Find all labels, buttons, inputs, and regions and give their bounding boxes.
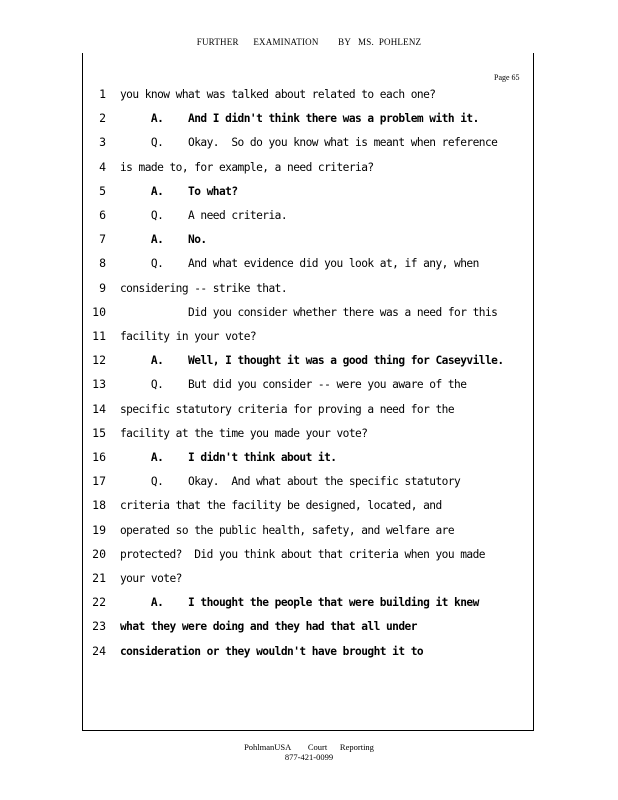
transcript-line: you know what was talked about related to each one? [120,88,436,101]
line-number: 14 [92,402,106,416]
line-number: 17 [92,474,106,488]
answer-line: A. Well, I thought it was a good thing for Caseyville. [120,354,504,367]
answer-line: what they were doing and they had that all under [120,620,417,633]
transcript-line: Did you consider whether there was a need for this [120,306,498,319]
footer [0,742,618,762]
line-number: 15 [92,426,106,440]
line-number: 19 [92,523,106,537]
transcript-header-title: FURTHER EXAMINATION BY MS. POHLENZ [196,37,422,47]
line-number: 2 [99,111,106,125]
answer-line: A. To what? [120,185,238,198]
answer-line: A. No. [120,233,207,246]
transcript-line: considering -- strike that. [120,282,288,295]
line-number: 7 [99,232,106,246]
transcript-line: specific statutory criteria for proving a need for the [120,403,455,416]
line-number: 10 [92,305,106,319]
page-number: Page 65 [494,73,520,82]
line-number: 16 [92,450,106,464]
line-number: 6 [99,208,106,222]
line-number: 24 [92,644,106,658]
footer-phone: 877-421-0099 [284,752,334,762]
line-number: 21 [92,571,106,585]
transcript-line: facility in your vote? [120,330,257,343]
line-number: 18 [92,498,106,512]
line-number: 13 [92,377,106,391]
line-number: 23 [92,619,106,633]
answer-line: A. I thought the people that were building it knew [120,596,479,609]
transcript-line: Q. But did you consider -- were you aware of the [120,378,467,391]
transcript-line: Q. Okay. And what about the specific statutory [120,475,461,488]
transcript-line: operated so the public health, safety, and welfare are [120,524,455,537]
transcript-line: Q. A need criteria. [120,209,288,222]
transcript-line: Q. Okay. So do you know what is meant when reference [120,136,498,149]
line-number: 8 [99,256,106,270]
transcript-line: is made to, for example, a need criteria? [120,161,374,174]
line-number: 1 [99,87,106,101]
transcript-line: facility at the time you made your vote? [120,427,368,440]
transcript-line: criteria that the facility be designed, located, and [120,499,442,512]
line-number: 11 [92,329,106,343]
line-number: 9 [99,281,106,295]
transcript-line: protected? Did you think about that criteria when you made [120,548,485,561]
line-number: 5 [99,184,106,198]
transcript-line: Q. And what evidence did you look at, if any, when [120,257,479,270]
transcript-line: your vote? [120,572,182,585]
line-number: 22 [92,595,106,609]
answer-line: A. And I didn't think there was a problem with it. [120,112,479,125]
answer-line: A. I didn't think about it. [120,451,337,464]
line-number: 4 [99,160,106,174]
line-number: 3 [99,135,106,149]
footer-company: PohlmanUSA Court Reporting [244,742,374,752]
line-number: 20 [92,547,106,561]
answer-line: consideration or they wouldn't have brought it to [120,645,424,658]
line-number: 12 [92,353,106,367]
